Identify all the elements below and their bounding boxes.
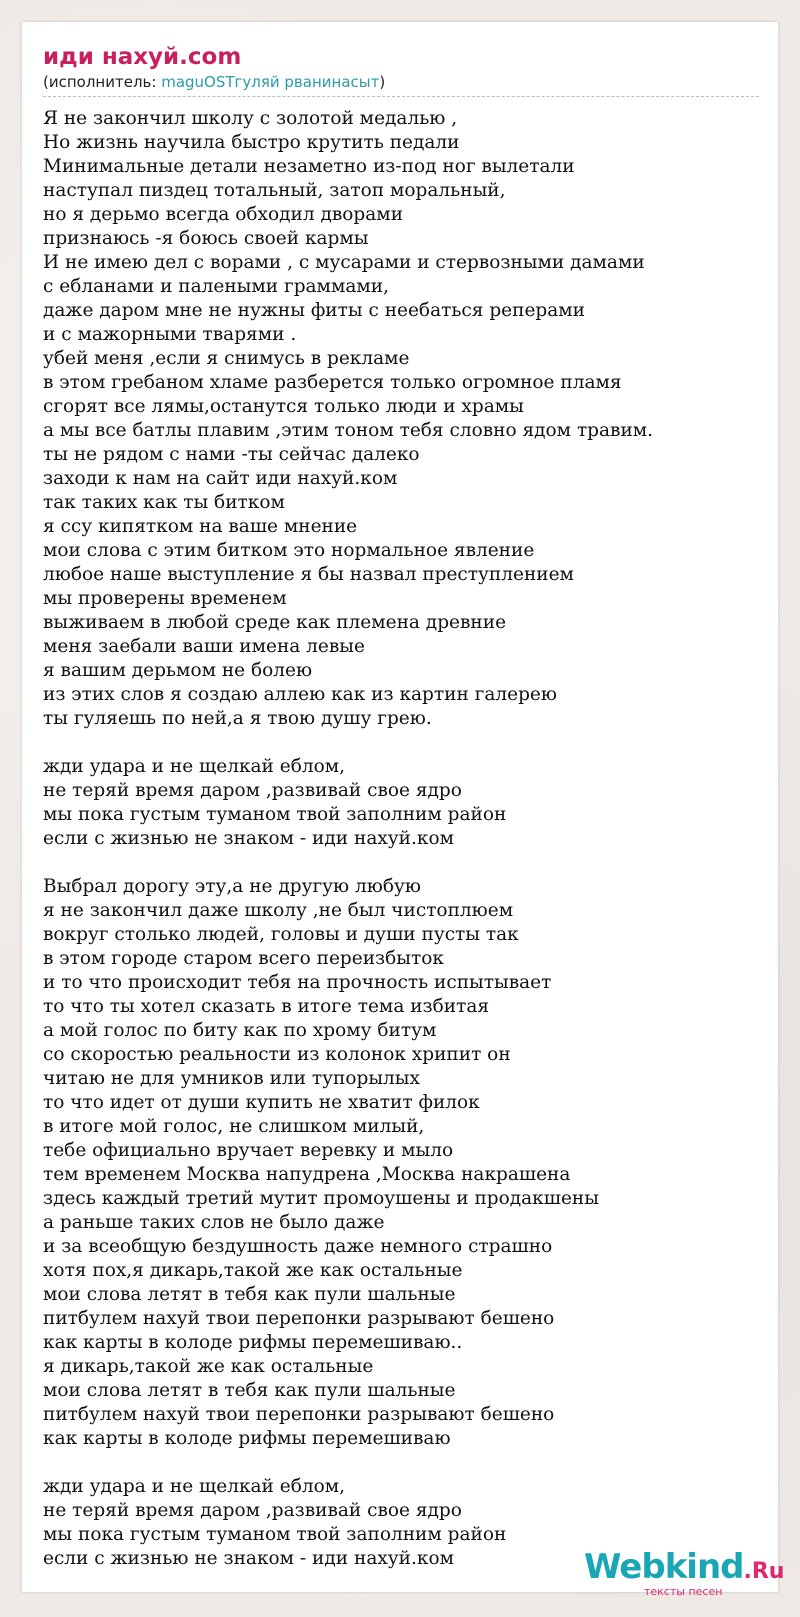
lyric-line: мы проверены временем <box>43 588 287 609</box>
stanza-break <box>43 1451 758 1475</box>
lyric-line: если с жизнью не знаком - иди нахуй.ком <box>43 828 454 849</box>
logo-tld: .Ru <box>743 1559 785 1584</box>
lyric-line: не теряй время даром ,развивай свое ядро <box>43 780 462 801</box>
lyric-line: тем временем Москва напудрена ,Москва накрашена <box>43 1164 571 1185</box>
lyric-line: Минимальные детали незаметно из-под ног вылетали <box>43 156 575 177</box>
artist-line <box>43 72 759 97</box>
lyric-line: меня заебали ваши имена левые <box>43 636 365 657</box>
lyric-line: в этом гребаном хламе разберется только огромное пламя <box>43 372 622 393</box>
lyric-line: Но жизнь научила быстро крутить педали <box>43 132 460 153</box>
lyric-line: то что идет от души купить не хватит филок <box>43 1092 480 1113</box>
lyrics-card <box>22 22 778 1592</box>
lyric-line: здесь каждый третий мутит промоушены и продакшены <box>43 1188 599 1209</box>
artist-prefix: (исполнитель: <box>43 73 162 91</box>
lyric-line: и с мажорными тварями . <box>43 324 297 345</box>
lyric-line: мои слова летят в тебя как пули шальные <box>43 1380 456 1401</box>
lyric-line: мы пока густым туманом твой заполним район <box>43 804 507 825</box>
lyric-line: Выбрал дорогу эту,а не другую любую <box>43 876 422 897</box>
lyric-line: питбулем нахуй твои перепонки разрывают бешено <box>43 1308 555 1329</box>
lyric-line: в итоге мой голос, не слишком милый, <box>43 1116 425 1137</box>
lyric-line: я дикарь,такой же как остальные <box>43 1356 374 1377</box>
lyric-line: признаюсь -я боюсь своей кармы <box>43 228 369 249</box>
lyric-line: даже даром мне не нужны фиты с неебаться реперами <box>43 300 585 321</box>
lyric-line: выживаем в любой среде как племена древние <box>43 612 507 633</box>
lyric-line: Я не закончил школу с золотой медалью , <box>43 108 458 129</box>
lyric-line: я ссу кипятком на ваше мнение <box>43 516 358 537</box>
lyric-line: а мы все батлы плавим ,этим тоном тебя словно ядом травим. <box>43 420 654 441</box>
lyric-line: мы пока густым туманом твой заполним район <box>43 1524 507 1545</box>
lyric-line: жди удара и не щелкай еблом, <box>43 1476 345 1497</box>
lyric-line: тебе официально вручает веревку и мыло <box>43 1140 454 1161</box>
lyric-line: хотя пох,я дикарь,такой же как остальные <box>43 1260 463 1281</box>
lyric-line: то что ты хотел сказать в итоге тема избитая <box>43 996 490 1017</box>
lyric-line: любое наше выступление я бы назвал преступлением <box>43 564 574 585</box>
stanza-break <box>43 851 758 875</box>
lyric-line: ты не рядом с нами -ты сейчас далеко <box>43 444 420 465</box>
lyric-line: И не имею дел с ворами , с мусарами и стервозными дамами <box>43 252 645 273</box>
lyric-line: как карты в колоде рифмы перемешиваю.. <box>43 1332 463 1353</box>
logo-tagline: тексты песен <box>644 1585 723 1598</box>
lyric-line: если с жизнью не знаком - иди нахуй.ком <box>43 1548 454 1569</box>
lyric-line: питбулем нахуй твои перепонки разрывают бешено <box>43 1404 555 1425</box>
lyric-line: со скоростью реальности из колонок хрипит он <box>43 1044 511 1065</box>
lyric-line: сгорят все лямы,останутся только люди и храмы <box>43 396 524 417</box>
lyric-line: так таких как ты битком <box>43 492 285 513</box>
lyric-line: я вашим дерьмом не болею <box>43 660 313 681</box>
lyric-line: как карты в колоде рифмы перемешиваю <box>43 1428 451 1449</box>
lyric-line: в этом городе старом всего переизбыток <box>43 948 444 969</box>
lyric-line: а мой голос по биту как по хрому битум <box>43 1020 437 1041</box>
artist-link[interactable]: maguOSTгуляй рванинасыт <box>161 73 380 91</box>
lyric-line: и то что происходит тебя на прочность испытывает <box>43 972 552 993</box>
lyric-line: вокруг столько людей, головы и души пусты так <box>43 924 519 945</box>
lyric-line: мои слова с этим битком это нормальное явление <box>43 540 535 561</box>
lyric-line: мои слова летят в тебя как пули шальные <box>43 1284 456 1305</box>
song-title: иди нахуй.com <box>43 44 242 70</box>
lyric-line: и за всеобщую бездушность даже немного страшно <box>43 1236 553 1257</box>
lyric-line: читаю не для умников или тупорылых <box>43 1068 420 1089</box>
lyric-line: я не закончил даже школу ,не был чистоплюем <box>43 900 514 921</box>
lyric-line: но я дерьмо всегда обходил дворами <box>43 204 404 225</box>
logo-brand-name: Webkind <box>584 1547 744 1587</box>
artist-suffix: ) <box>379 73 386 91</box>
lyric-line: с ебланами и палеными граммами, <box>43 276 389 297</box>
lyrics-text <box>43 107 758 1571</box>
lyric-line: не теряй время даром ,развивай свое ядро <box>43 1500 462 1521</box>
lyric-line: из этих слов я создаю аллею как из картин галерею <box>43 684 557 705</box>
lyric-line: наступал пиздец тотальный, затоп моральный, <box>43 180 506 201</box>
lyric-line: жди удара и не щелкай еблом, <box>43 756 345 777</box>
lyric-line: ты гуляешь по ней,а я твою душу грею. <box>43 708 432 729</box>
stanza-break <box>43 731 758 755</box>
lyric-line: а раньше таких слов не было даже <box>43 1212 385 1233</box>
site-logo[interactable] <box>584 1547 785 1608</box>
lyric-line: убей меня ,если я снимусь в рекламе <box>43 348 410 369</box>
lyric-line: заходи к нам на сайт иди нахуй.ком <box>43 468 398 489</box>
